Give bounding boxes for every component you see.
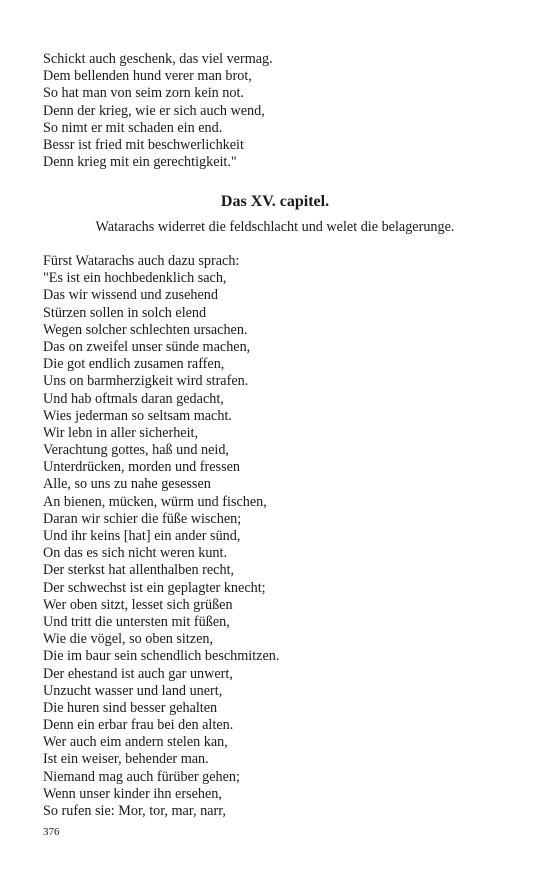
verse-line: Niemand mag auch fürüber gehen; [43,768,240,785]
verse-line: Das wir wissend und zusehend [43,287,218,304]
verse-line: On das es sich nicht weren kunt. [43,545,228,562]
chapter-title: Das XV. capitel. [220,193,330,210]
verse-line: Denn krieg mit ein gerechtigkeit." [43,154,237,171]
verse-line: Wer auch eim andern stelen kan, [43,734,228,751]
verse-line: Die im baur sein schendlich beschmitzen. [43,648,280,665]
verse-line: Wie die vögel, so oben sitzen, [43,631,214,648]
verse-block-top [43,51,273,171]
verse-line: Und tritt die untersten mit füßen, [43,613,230,630]
verse-line: Schickt auch geschenk, das viel vermag. [43,51,273,67]
verse-line: Der schwechst ist ein geplagter knecht; [43,579,266,596]
verse-line: Denn der krieg, wie er sich auch wend, [43,102,265,119]
verse-line: Das on zweifel unser sünde machen, [43,338,251,355]
verse-line: Wenn unser kinder ihn ersehen, [43,785,222,802]
verse-line: Alle, so uns zu nahe gesessen [43,476,211,493]
verse-line: Stürzen sollen in solch elend [43,304,207,321]
verse-line: Die got endlich zusamen raffen, [43,356,225,373]
verse-line: Bessr ist fried mit beschwerlichkeit [43,136,244,153]
verse-line: Und hab oftmals daran gedacht, [43,390,224,407]
verse-line: Der ehestand ist auch gar unwert, [43,665,233,682]
verse-line: "Es ist ein hochbedenklich sach, [43,270,227,287]
verse-line: So hat man von seim zorn kein not. [43,85,244,102]
verse-line: Ist ein weiser, behender man. [43,751,209,768]
verse-line: Dem bellenden hund verer man brot, [43,68,252,85]
verse-line: Unzucht wasser und land unert, [43,682,223,699]
verse-line: Wies jederman so seltsam macht. [43,407,232,424]
verse-line: Wegen solcher schlechten ursachen. [43,321,248,338]
verse-line: Und ihr keins [hat] ein ander sünd, [43,528,241,544]
verse-line: Der sterkst hat allenthalben recht, [43,562,235,579]
verse-line: Verachtung gottes, haß und neid, [43,442,229,459]
chapter-summary: Watarachs widerret die feldschlacht und welet die belagerunge. [95,219,455,235]
verse-line: So nimt er mit schaden ein end. [43,119,223,136]
verse-line: Denn ein erbar frau bei den alten. [43,717,234,734]
page-number: 376 [43,826,60,838]
verse-line: Die huren sind besser gehalten [43,699,218,716]
verse-line: An bienen, mücken, würm und fischen, [43,493,267,510]
verse-line: Uns on barmherzigkeit wird strafen. [43,373,249,390]
verse-line: Fürst Watarachs auch dazu sprach: [43,253,240,269]
verse-block-main [43,253,279,820]
verse-line: Wir lebn in aller sicherheit, [43,424,199,441]
verse-line: So rufen sie: Mor, tor, mar, narr, [43,803,226,819]
verse-line: Wer oben sitzt, lesset sich grüßen [43,596,233,613]
verse-line: Unterdrücken, morden und fressen [43,459,240,476]
verse-line: Daran wir schier die füße wischen; [43,510,242,527]
